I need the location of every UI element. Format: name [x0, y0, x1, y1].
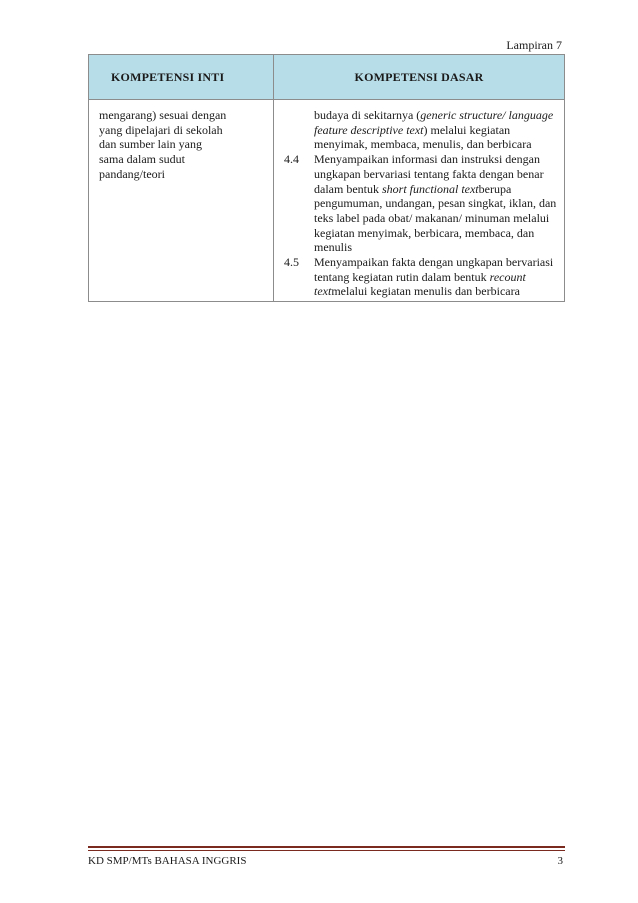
kd-item	[284, 255, 558, 299]
footer-doc-title: KD SMP/MTs BAHASA INGGRIS	[88, 855, 247, 867]
table-header-row	[89, 55, 565, 100]
table-row	[89, 100, 565, 302]
kd-text	[314, 152, 558, 255]
kd-item	[284, 108, 558, 152]
kd-number	[284, 108, 314, 152]
kd-text-run: Menyampaikan fakta dengan ungkapan bervariasi tentang kegiatan rutin dalam bentuk	[314, 255, 554, 284]
kd-text-italic: generic structure/ language feature descriptive text	[314, 108, 554, 137]
competency-table	[88, 54, 565, 302]
kd-text-run: melalui kegiatan menulis dan berbicara	[331, 284, 520, 299]
footer-rule-thin	[88, 850, 565, 851]
ki-cell	[89, 100, 274, 302]
kd-text	[314, 108, 558, 152]
footer-rule	[88, 846, 565, 848]
ki-text: mengarang) sesuai dengan yang dipelajari di sekolah dan sumber lain yang sama dalam sudut pandang/teori	[99, 108, 227, 181]
kd-number: 4.4	[284, 152, 299, 167]
kd-text-run: ) melalui kegiatan menyimak, membaca, menulis, dan berbicara	[314, 122, 532, 152]
kd-text-run: budaya di sekitarnya (	[314, 108, 421, 122]
kd-text	[314, 255, 558, 299]
kd-text-italic: recount text	[314, 269, 526, 299]
kd-text-italic: short functional text	[381, 181, 479, 196]
page-number: 3	[557, 855, 563, 867]
kd-item	[284, 152, 558, 255]
kd-number: 4.5	[284, 255, 299, 270]
kd-list	[284, 108, 558, 299]
kd-text-run: Menyampaikan informasi dan instruksi dengan ungkapan bervariasi tentang fakta dengan benar dalam bentuk	[314, 152, 544, 196]
kd-cell	[274, 100, 565, 302]
kd-column-header: KOMPETENSI DASAR	[274, 55, 565, 100]
kd-text-run: berupa pengumuman, undangan, pesan singkat, iklan, dan teks label pada obat/ makanan/ minuman melalui kegiatan menyimak, berbicara, membaca, dan menulis	[314, 181, 557, 255]
ki-column-header: KOMPETENSI INTI	[89, 55, 274, 100]
appendix-label: Lampiran 7	[506, 38, 562, 52]
